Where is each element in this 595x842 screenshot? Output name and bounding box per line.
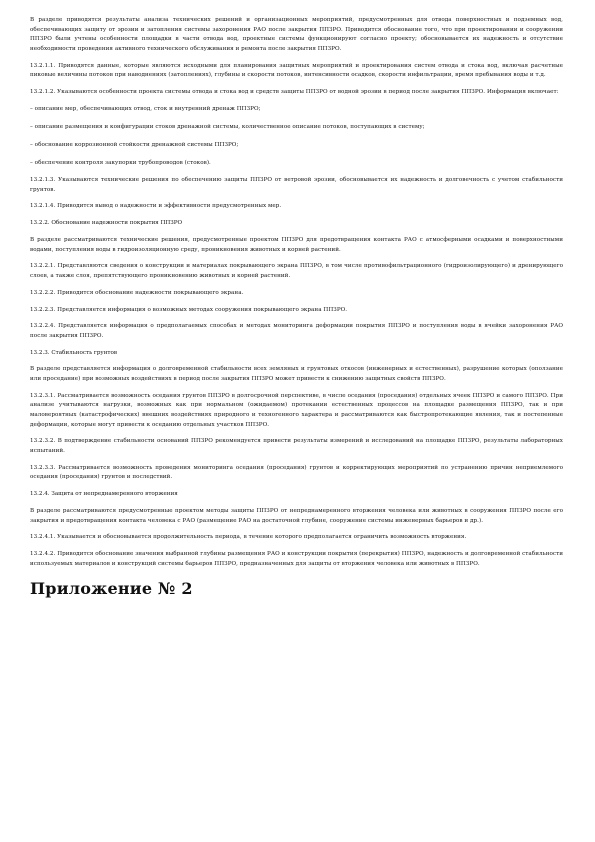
section-heading-13-2-2: 13.2.2. Обоснование надежности покрытия ППЗРО: [30, 220, 183, 227]
paragraph-13-2-4-1: 13.2.4.1. Указывается и обосновывается продолжительность периода, в течение которого предполагается ограничить возможность вторжения.: [30, 534, 467, 541]
paragraph-13-2-2-intro: В разделе рассматриваются технические решения, предусмотренные проектом ППЗРО для предотвращения контакта РАО с атмосферными осадками и поверхностными водами, поступления воды в гидроизоляционную среду, проникновения животных и корней растений.: [30, 237, 563, 253]
paragraph-13-2-1-3: 13.2.1.3. Указываются технические решения по обеспечению защиты ППЗРО от ветровой эрозии, обосновывается их надежность и долговечность с учетом стабильности грунтов.: [30, 177, 563, 193]
paragraph-intro: В разделе приводятся результаты анализа технических решений и организационных мероприятий, предусмотренных для отвода поверхностных и подземных вод, обеспечивающих защиту от эрозии и затопления системы захоронения РАО после закрытия ППЗРО. Приводится обоснование того, что при проектировании и сооружении ППЗРО были учтены особенности площадки в части отвода вод, проектные системы функционируют согласно проекту; обосновывается их надежность и отсутствие необходимости проведения активного технического обслуживания и ремонта после закрытия ППЗРО.: [30, 17, 563, 52]
list-item: – обоснование коррозионной стойкости дренажной системы ППЗРО;: [30, 142, 239, 149]
list-item: – описание мер, обеспечивающих отвод, сток и внутренний дренаж ППЗРО;: [30, 105, 261, 112]
paragraph-13-2-1-2: 13.2.1.2. Указываются особенности проекта системы отвода и стока вод и средств защиты ППЗРО от водной эрозии в период после закрытия ППЗРО. Информация включает:: [30, 88, 559, 95]
paragraph-13-2-1-1: 13.2.1.1. Приводятся данные, которые являются исходными для планирования защитных мероприятий и проектирования систем отвода и стока вод, включая расчетные пиковые величины потоков при наводнениях (затоплениях), глубины и скорости потоков, интенсивности осадков, скорости инфильтрации, время пребывания воды и т.д.: [30, 62, 563, 79]
section-heading-13-2-3: 13.2.3. Стабильность грунтов: [30, 349, 118, 356]
paragraph-13-2-3-intro: В разделе представляется информация о долговременной стабильности всех земляных и грунтовых откосов (инженерных и естественных), разрушение которых (оползание или проседание) при возможных воздействиях в период после закрытия ППЗРО может привести к снижению защитных свойств ППЗРО.: [30, 366, 563, 383]
appendix-title: Приложение № 2: [30, 579, 193, 599]
paragraph-13-2-1-4: 13.2.1.4. Приводится вывод о надежности и эффективности предусмотренных мер.: [30, 203, 282, 210]
paragraph-13-2-4-2: 13.2.4.2. Приводится обоснование значения выбранной глубины размещения РАО и конструкции покрытия (перекрытия) ППЗРО, надежность и долговременной стабильности используемых материалов и конструкций системы барьеров ППЗРО, предназначенных для защиты от вторжения человека или животных в ППЗРО.: [30, 551, 563, 567]
paragraph-13-2-2-2: 13.2.2.2. Приводится обоснование надежности покрывающего экрана.: [30, 289, 244, 296]
paragraph-13-2-3-2: 13.2.3.2. В подтверждение стабильности оснований ППЗРО рекомендуется привести результаты измерений и исследований на площадке ППЗРО, результаты лабораторных испытаний.: [30, 438, 563, 454]
paragraph-13-2-2-1: 13.2.2.1. Представляются сведения о конструкции и материалах покрывающего экрана ППЗРО, в том числе противофильтрационного (гидроизолирующего) и дренирующего слоев, а также слоя, препятствующего проникновению животных и корней растений.: [30, 263, 563, 279]
section-heading-13-2-4: 13.2.4. Защита от непреднамеренного вторжения: [30, 491, 178, 498]
paragraph-13-2-3-1: 13.2.3.1. Рассматривается возможность оседания грунтов ППЗРО в долгосрочной перспективе, в числе оседания (проседания) отдельных ячеек ППЗРО и самого ППЗРО. При анализе учитываются нагрузки, возможных как при нормальном (ожидаемом) протекании естественных процессов на площадке размещения ППЗРО, так и при маловероятных (катастрофических) внешних воздействиях природного и техногенного характера и рассматриваются как быстропротекающие явления, так и постепенные деформации, которые могут привести к оседанию отдельных участков ППЗРО.: [30, 392, 563, 428]
paragraph-13-2-3-3: 13.2.3.3. Рассматривается возможность проведения мониторинга оседания (проседания) грунтов и корректирующих мероприятий по устранению причин неприемлемого оседания (проседания) грунтов и последствий.: [30, 464, 563, 481]
list-item: – обеспечение контроля закупорки трубопроводов (стоков).: [30, 160, 211, 167]
paragraph-13-2-2-4: 13.2.2.4. Представляется информация о предполагаемых способах и методах мониторинга деформации покрытия ППЗРО и поступления воды в ячейки захоронения РАО после закрытия ППЗРО.: [30, 323, 563, 339]
paragraph-13-2-2-3: 13.2.2.3. Представляется информация о возможных методах сооружения покрывающего экрана ППЗРО.: [30, 306, 348, 313]
paragraph-13-2-4-intro: В разделе рассматриваются предусмотренные проектом методы защиты ППЗРО от непреднамеренного вторжения человека или животных в сооружения ППЗРО после его закрытия и предотвращения контакта человека с РАО (размещение РАО на достаточной глубине, сооружение системы инженерных барьеров и др.).: [30, 507, 563, 524]
list-item: – описание размещения и конфигурации стоков дренажной системы, количественное описание потоков, поступающих в систему;: [30, 123, 425, 130]
